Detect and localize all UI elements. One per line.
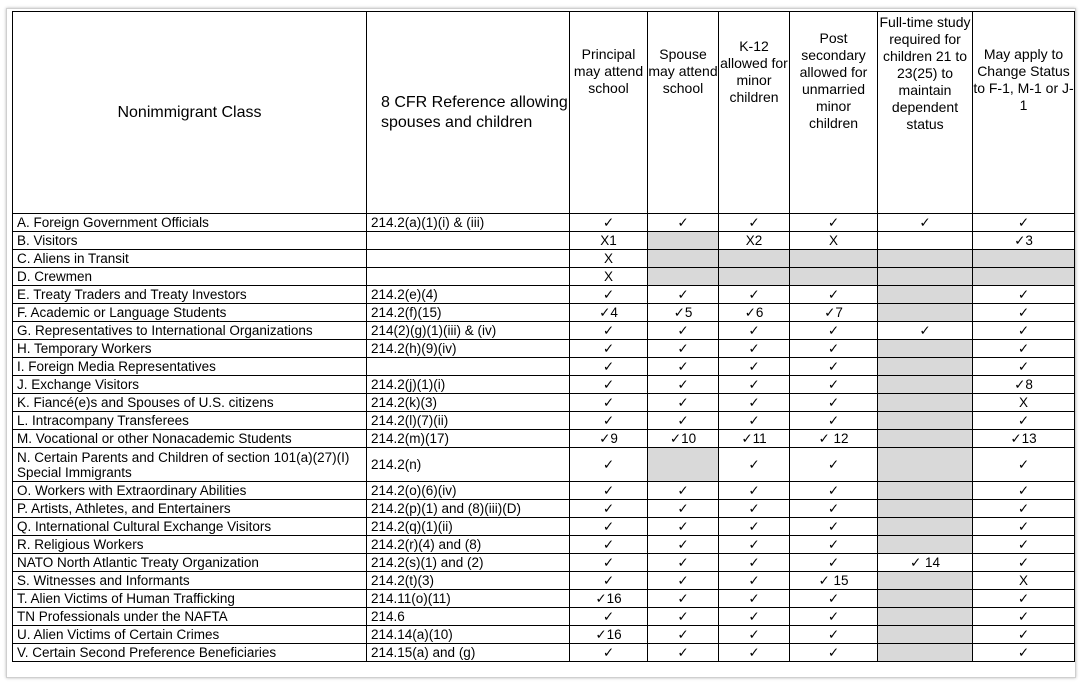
- principal-school-cell: ✓: [570, 322, 648, 340]
- principal-school-cell: X: [570, 268, 648, 286]
- change-status-cell: [973, 268, 1075, 286]
- reference-cell: 214.2(m)(17): [367, 430, 570, 448]
- change-status-cell: ✓: [973, 286, 1075, 304]
- post-secondary-cell: ✓: [790, 482, 878, 500]
- fulltime-cell: [878, 340, 973, 358]
- table-row: [13, 430, 1075, 448]
- spouse-school-cell: ✓: [648, 412, 719, 430]
- k12-cell: ✓: [719, 340, 790, 358]
- header-principal-school: Principal may attend school: [570, 12, 648, 214]
- k12-cell: ✓: [719, 482, 790, 500]
- change-status-cell: ✓3: [973, 232, 1075, 250]
- table-row: [13, 322, 1075, 340]
- class-cell: O. Workers with Extraordinary Abilities: [13, 482, 367, 500]
- post-secondary-cell: ✓: [790, 536, 878, 554]
- post-secondary-cell: ✓: [790, 518, 878, 536]
- fulltime-cell: ✓: [878, 214, 973, 232]
- post-secondary-cell: ✓: [790, 286, 878, 304]
- principal-school-cell: ✓: [570, 340, 648, 358]
- change-status-cell: ✓: [973, 448, 1075, 482]
- post-secondary-cell: ✓: [790, 626, 878, 644]
- class-cell: Q. International Cultural Exchange Visitors: [13, 518, 367, 536]
- principal-school-cell: ✓: [570, 554, 648, 572]
- fulltime-cell: [878, 608, 973, 626]
- change-status-cell: ✓: [973, 500, 1075, 518]
- post-secondary-cell: ✓: [790, 412, 878, 430]
- k12-cell: ✓: [719, 590, 790, 608]
- reference-cell: 214.2(n): [367, 448, 570, 482]
- post-secondary-cell: ✓: [790, 394, 878, 412]
- class-cell: H. Temporary Workers: [13, 340, 367, 358]
- k12-cell: ✓: [719, 394, 790, 412]
- table-row: [13, 608, 1075, 626]
- class-cell: B. Visitors: [13, 232, 367, 250]
- change-status-cell: ✓: [973, 340, 1075, 358]
- table-row: [13, 412, 1075, 430]
- principal-school-cell: ✓: [570, 608, 648, 626]
- principal-school-cell: ✓16: [570, 626, 648, 644]
- spouse-school-cell: [648, 232, 719, 250]
- fulltime-cell: ✓ 14: [878, 554, 973, 572]
- change-status-cell: ✓: [973, 626, 1075, 644]
- fulltime-cell: [878, 536, 973, 554]
- post-secondary-cell: X: [790, 232, 878, 250]
- reference-cell: 214.2(t)(3): [367, 572, 570, 590]
- k12-cell: ✓: [719, 214, 790, 232]
- k12-cell: ✓: [719, 626, 790, 644]
- reference-cell: 214.2(e)(4): [367, 286, 570, 304]
- document-page: [6, 8, 1076, 678]
- post-secondary-cell: ✓7: [790, 304, 878, 322]
- reference-cell: 214.11(o)(11): [367, 590, 570, 608]
- principal-school-cell: ✓: [570, 394, 648, 412]
- k12-cell: ✓: [719, 644, 790, 662]
- principal-school-cell: ✓4: [570, 304, 648, 322]
- change-status-cell: ✓: [973, 644, 1075, 662]
- class-cell: M. Vocational or other Nonacademic Students: [13, 430, 367, 448]
- change-status-cell: ✓: [973, 304, 1075, 322]
- reference-cell: 214.2(r)(4) and (8): [367, 536, 570, 554]
- class-cell: E. Treaty Traders and Treaty Investors: [13, 286, 367, 304]
- change-status-cell: ✓8: [973, 376, 1075, 394]
- change-status-cell: ✓: [973, 214, 1075, 232]
- post-secondary-cell: ✓: [790, 448, 878, 482]
- table-row: [13, 482, 1075, 500]
- table-row: [13, 518, 1075, 536]
- reference-cell: [367, 358, 570, 376]
- change-status-cell: [973, 250, 1075, 268]
- class-cell: L. Intracompany Transferees: [13, 412, 367, 430]
- change-status-cell: X: [973, 394, 1075, 412]
- header-spouse-school: Spouse may attend school: [648, 12, 719, 214]
- spouse-school-cell: ✓: [648, 340, 719, 358]
- reference-cell: 214.2(o)(6)(iv): [367, 482, 570, 500]
- k12-cell: ✓11: [719, 430, 790, 448]
- fulltime-cell: [878, 232, 973, 250]
- class-cell: V. Certain Second Preference Beneficiaries: [13, 644, 367, 662]
- table-row: [13, 536, 1075, 554]
- k12-cell: ✓6: [719, 304, 790, 322]
- class-cell: T. Alien Victims of Human Trafficking: [13, 590, 367, 608]
- fulltime-cell: [878, 500, 973, 518]
- k12-cell: ✓: [719, 286, 790, 304]
- spouse-school-cell: ✓: [648, 590, 719, 608]
- reference-cell: [367, 268, 570, 286]
- change-status-cell: ✓: [973, 482, 1075, 500]
- spouse-school-cell: ✓: [648, 500, 719, 518]
- change-status-cell: ✓: [973, 322, 1075, 340]
- k12-cell: [719, 250, 790, 268]
- principal-school-cell: ✓: [570, 286, 648, 304]
- k12-cell: ✓: [719, 572, 790, 590]
- fulltime-cell: ✓: [878, 322, 973, 340]
- k12-cell: [719, 268, 790, 286]
- reference-cell: 214.2(a)(1)(i) & (iii): [367, 214, 570, 232]
- spouse-school-cell: [648, 448, 719, 482]
- change-status-cell: ✓: [973, 536, 1075, 554]
- reference-cell: [367, 232, 570, 250]
- change-status-cell: ✓: [973, 554, 1075, 572]
- fulltime-cell: [878, 482, 973, 500]
- class-cell: R. Religious Workers: [13, 536, 367, 554]
- nonimmigrant-table: [12, 11, 1075, 662]
- fulltime-cell: [878, 448, 973, 482]
- reference-cell: 214.2(l)(7)(ii): [367, 412, 570, 430]
- spouse-school-cell: ✓: [648, 482, 719, 500]
- table-row: [13, 376, 1075, 394]
- spouse-school-cell: ✓5: [648, 304, 719, 322]
- header-row: [13, 12, 1075, 214]
- k12-cell: ✓: [719, 518, 790, 536]
- table-row: [13, 358, 1075, 376]
- spouse-school-cell: ✓: [648, 376, 719, 394]
- reference-cell: 214.6: [367, 608, 570, 626]
- spouse-school-cell: ✓: [648, 608, 719, 626]
- reference-cell: [367, 250, 570, 268]
- fulltime-cell: [878, 358, 973, 376]
- reference-cell: 214.2(j)(1)(i): [367, 376, 570, 394]
- table-row: [13, 340, 1075, 358]
- principal-school-cell: ✓: [570, 536, 648, 554]
- class-cell: U. Alien Victims of Certain Crimes: [13, 626, 367, 644]
- class-cell: D. Crewmen: [13, 268, 367, 286]
- table-row: [13, 626, 1075, 644]
- fulltime-cell: [878, 430, 973, 448]
- reference-cell: 214(2)(g)(1)(iii) & (iv): [367, 322, 570, 340]
- header-fulltime: Full-time study required for children 21 to 23(25) to maintain dependent status: [878, 12, 973, 214]
- table-row: [13, 232, 1075, 250]
- spouse-school-cell: ✓: [648, 554, 719, 572]
- change-status-cell: ✓: [973, 608, 1075, 626]
- table-row: [13, 268, 1075, 286]
- spouse-school-cell: [648, 268, 719, 286]
- fulltime-cell: [878, 518, 973, 536]
- spouse-school-cell: ✓: [648, 214, 719, 232]
- reference-cell: 214.2(f)(15): [367, 304, 570, 322]
- reference-cell: 214.2(k)(3): [367, 394, 570, 412]
- k12-cell: ✓: [719, 536, 790, 554]
- header-class: Nonimmigrant Class: [13, 12, 367, 214]
- principal-school-cell: ✓: [570, 644, 648, 662]
- reference-cell: 214.14(a)(10): [367, 626, 570, 644]
- spouse-school-cell: ✓: [648, 394, 719, 412]
- post-secondary-cell: [790, 250, 878, 268]
- class-cell: NATO North Atlantic Treaty Organization: [13, 554, 367, 572]
- spouse-school-cell: ✓: [648, 536, 719, 554]
- class-cell: N. Certain Parents and Children of section 101(a)(27)(I) Special Immigrants: [13, 448, 367, 482]
- class-cell: I. Foreign Media Representatives: [13, 358, 367, 376]
- spouse-school-cell: ✓10: [648, 430, 719, 448]
- spouse-school-cell: ✓: [648, 286, 719, 304]
- fulltime-cell: [878, 412, 973, 430]
- fulltime-cell: [878, 250, 973, 268]
- spouse-school-cell: ✓: [648, 358, 719, 376]
- table-row: [13, 572, 1075, 590]
- k12-cell: ✓: [719, 358, 790, 376]
- post-secondary-cell: ✓: [790, 590, 878, 608]
- class-cell: P. Artists, Athletes, and Entertainers: [13, 500, 367, 518]
- post-secondary-cell: ✓ 15: [790, 572, 878, 590]
- post-secondary-cell: [790, 268, 878, 286]
- post-secondary-cell: ✓: [790, 322, 878, 340]
- header-reference: 8 CFR Reference allowing spouses and children: [367, 12, 570, 214]
- spouse-school-cell: ✓: [648, 322, 719, 340]
- header-post-secondary: Post secondary allowed for unmarried minor children: [790, 12, 878, 214]
- principal-school-cell: ✓16: [570, 590, 648, 608]
- post-secondary-cell: ✓: [790, 608, 878, 626]
- post-secondary-cell: ✓: [790, 214, 878, 232]
- table-row: [13, 448, 1075, 482]
- spouse-school-cell: ✓: [648, 644, 719, 662]
- change-status-cell: ✓13: [973, 430, 1075, 448]
- table-body: [13, 214, 1075, 662]
- class-cell: TN Professionals under the NAFTA: [13, 608, 367, 626]
- k12-cell: ✓: [719, 322, 790, 340]
- k12-cell: ✓: [719, 448, 790, 482]
- spouse-school-cell: ✓: [648, 518, 719, 536]
- principal-school-cell: ✓: [570, 358, 648, 376]
- principal-school-cell: ✓: [570, 448, 648, 482]
- fulltime-cell: [878, 286, 973, 304]
- table-row: [13, 554, 1075, 572]
- class-cell: A. Foreign Government Officials: [13, 214, 367, 232]
- reference-cell: 214.15(a) and (g): [367, 644, 570, 662]
- principal-school-cell: ✓: [570, 376, 648, 394]
- fulltime-cell: [878, 394, 973, 412]
- class-cell: F. Academic or Language Students: [13, 304, 367, 322]
- change-status-cell: ✓: [973, 590, 1075, 608]
- change-status-cell: X: [973, 572, 1075, 590]
- fulltime-cell: [878, 268, 973, 286]
- k12-cell: X2: [719, 232, 790, 250]
- class-cell: S. Witnesses and Informants: [13, 572, 367, 590]
- post-secondary-cell: ✓: [790, 554, 878, 572]
- table-row: [13, 500, 1075, 518]
- reference-cell: 214.2(h)(9)(iv): [367, 340, 570, 358]
- change-status-cell: ✓: [973, 358, 1075, 376]
- table-row: [13, 304, 1075, 322]
- header-k12: K-12 allowed for minor children: [719, 12, 790, 214]
- fulltime-cell: [878, 644, 973, 662]
- fulltime-cell: [878, 626, 973, 644]
- principal-school-cell: ✓: [570, 482, 648, 500]
- spouse-school-cell: [648, 250, 719, 268]
- class-cell: G. Representatives to International Organizations: [13, 322, 367, 340]
- table-row: [13, 250, 1075, 268]
- class-cell: K. Fiancé(e)s and Spouses of U.S. citizens: [13, 394, 367, 412]
- reference-cell: 214.2(q)(1)(ii): [367, 518, 570, 536]
- k12-cell: ✓: [719, 376, 790, 394]
- class-cell: J. Exchange Visitors: [13, 376, 367, 394]
- k12-cell: ✓: [719, 554, 790, 572]
- reference-cell: 214.2(p)(1) and (8)(iii)(D): [367, 500, 570, 518]
- post-secondary-cell: ✓: [790, 358, 878, 376]
- k12-cell: ✓: [719, 412, 790, 430]
- change-status-cell: ✓: [973, 412, 1075, 430]
- principal-school-cell: X: [570, 250, 648, 268]
- spouse-school-cell: ✓: [648, 626, 719, 644]
- principal-school-cell: X1: [570, 232, 648, 250]
- table-row: [13, 644, 1075, 662]
- change-status-cell: ✓: [973, 518, 1075, 536]
- principal-school-cell: ✓9: [570, 430, 648, 448]
- fulltime-cell: [878, 590, 973, 608]
- spouse-school-cell: ✓: [648, 572, 719, 590]
- fulltime-cell: [878, 572, 973, 590]
- reference-cell: 214.2(s)(1) and (2): [367, 554, 570, 572]
- table-row: [13, 214, 1075, 232]
- principal-school-cell: ✓: [570, 572, 648, 590]
- fulltime-cell: [878, 376, 973, 394]
- post-secondary-cell: ✓: [790, 376, 878, 394]
- table-row: [13, 394, 1075, 412]
- post-secondary-cell: ✓: [790, 500, 878, 518]
- post-secondary-cell: ✓ 12: [790, 430, 878, 448]
- header-change-status: May apply to Change Status to F-1, M-1 or J-1: [973, 12, 1075, 214]
- k12-cell: ✓: [719, 500, 790, 518]
- table-row: [13, 286, 1075, 304]
- post-secondary-cell: ✓: [790, 644, 878, 662]
- fulltime-cell: [878, 304, 973, 322]
- class-cell: C. Aliens in Transit: [13, 250, 367, 268]
- table-row: [13, 590, 1075, 608]
- post-secondary-cell: ✓: [790, 340, 878, 358]
- principal-school-cell: ✓: [570, 500, 648, 518]
- principal-school-cell: ✓: [570, 518, 648, 536]
- principal-school-cell: ✓: [570, 412, 648, 430]
- k12-cell: ✓: [719, 608, 790, 626]
- principal-school-cell: ✓: [570, 214, 648, 232]
